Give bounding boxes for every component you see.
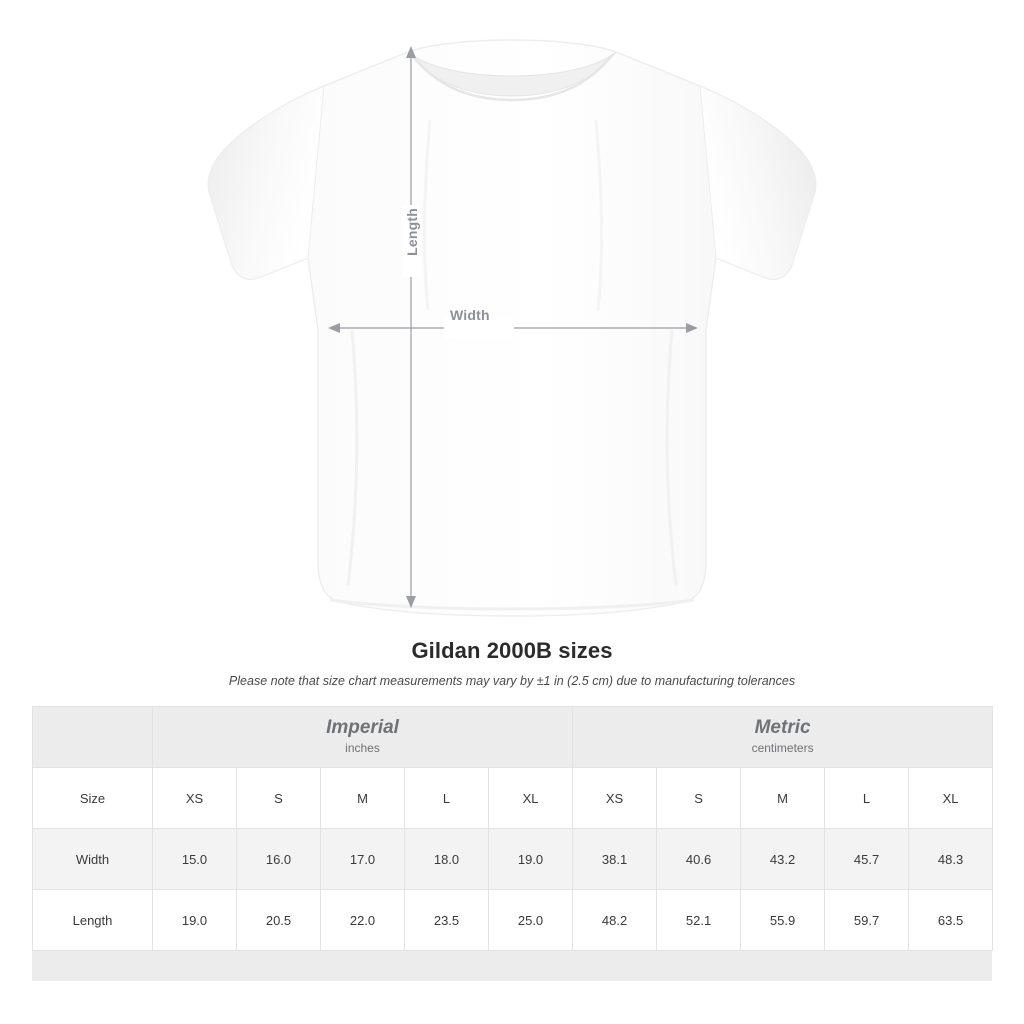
width-imperial-m: 17.0 <box>321 829 405 890</box>
length-metric-xl: 63.5 <box>909 890 993 951</box>
table-row <box>33 890 993 951</box>
unit-group-imperial-name: Imperial <box>326 716 399 738</box>
width-metric-m: 43.2 <box>741 829 825 890</box>
title-block <box>0 638 1024 688</box>
table-header-row <box>33 768 993 829</box>
unit-group-metric <box>573 707 993 768</box>
width-metric-xl: 48.3 <box>909 829 993 890</box>
unit-group-imperial-sub: inches <box>345 741 380 756</box>
unit-group-metric-sub: centimeters <box>751 741 814 756</box>
width-metric-s: 40.6 <box>657 829 741 890</box>
width-metric-l: 45.7 <box>825 829 909 890</box>
length-imperial-xs: 19.0 <box>153 890 237 951</box>
size-chart-table <box>32 706 992 951</box>
header-imperial-l: L <box>405 768 489 829</box>
length-metric-xs: 48.2 <box>573 890 657 951</box>
width-metric-xs: 38.1 <box>573 829 657 890</box>
width-imperial-l: 18.0 <box>405 829 489 890</box>
unit-group-spacer <box>33 707 153 768</box>
width-imperial-s: 16.0 <box>237 829 321 890</box>
header-metric-s: S <box>657 768 741 829</box>
length-imperial-m: 22.0 <box>321 890 405 951</box>
page-title: Gildan 2000B sizes <box>411 638 613 663</box>
header-metric-xl: XL <box>909 768 993 829</box>
length-imperial-l: 23.5 <box>405 890 489 951</box>
length-metric-l: 59.7 <box>825 890 909 951</box>
header-imperial-xl: XL <box>489 768 573 829</box>
unit-group-row <box>33 707 993 768</box>
width-dimension-label: Width <box>450 307 490 323</box>
row-label-length: Length <box>33 890 153 951</box>
unit-group-metric-name: Metric <box>754 716 811 738</box>
tolerance-note: Please note that size chart measurements may vary by ±1 in (2.5 cm) due to manufacturing tolerances <box>228 674 796 688</box>
length-metric-m: 55.9 <box>741 890 825 951</box>
header-imperial-m: M <box>321 768 405 829</box>
header-imperial-xs: XS <box>153 768 237 829</box>
header-metric-m: M <box>741 768 825 829</box>
table-row <box>33 829 993 890</box>
row-label-width: Width <box>33 829 153 890</box>
header-imperial-s: S <box>237 768 321 829</box>
header-size-label: Size <box>33 768 153 829</box>
table-footer-strip <box>32 951 992 981</box>
unit-group-imperial <box>153 707 573 768</box>
width-imperial-xs: 15.0 <box>153 829 237 890</box>
width-imperial-xl: 19.0 <box>489 829 573 890</box>
length-imperial-s: 20.5 <box>237 890 321 951</box>
header-metric-xs: XS <box>573 768 657 829</box>
header-metric-l: L <box>825 768 909 829</box>
length-metric-s: 52.1 <box>657 890 741 951</box>
length-dimension-label: Length <box>404 208 420 256</box>
length-imperial-xl: 25.0 <box>489 890 573 951</box>
